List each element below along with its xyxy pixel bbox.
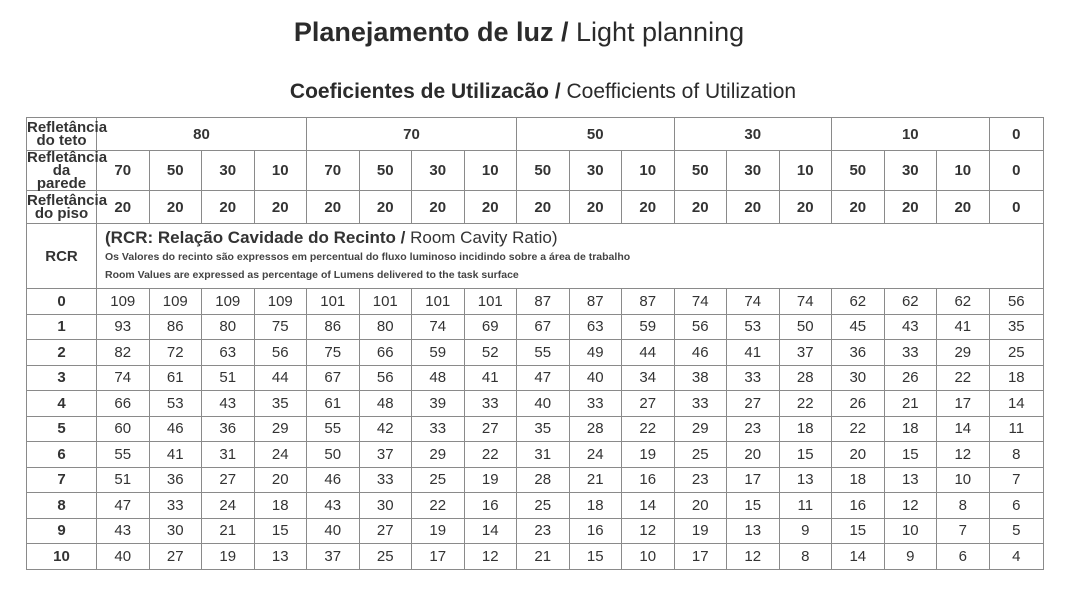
table-cell: 27 [149,544,202,570]
rcr-value: 1 [27,314,97,340]
wall-reflectance-value: 10 [254,151,307,191]
table-cell: 35 [254,391,307,417]
table-cell: 15 [254,518,307,544]
table-cell: 13 [727,518,780,544]
table-cell: 27 [727,391,780,417]
table-cell: 48 [359,391,412,417]
wall-reflectance-value: 30 [202,151,255,191]
wall-reflectance-label: Refletância da parede [27,149,108,192]
table-cell: 25 [412,467,465,493]
table-cell: 63 [569,314,622,340]
table-cell: 13 [254,544,307,570]
table-cell: 12 [884,493,937,519]
table-cell: 29 [412,442,465,468]
table-cell: 50 [779,314,832,340]
table-cell: 93 [97,314,150,340]
floor-reflectance-label: Refletância do piso [27,192,108,222]
table-cell: 33 [412,416,465,442]
table-cell: 61 [149,365,202,391]
table-cell: 8 [989,442,1044,468]
table-cell: 38 [674,365,727,391]
ceiling-reflectance-value: 10 [832,118,990,151]
table-cell: 62 [937,289,990,315]
table-cell: 17 [674,544,727,570]
table-cell: 101 [412,289,465,315]
table-cell: 28 [517,467,570,493]
floor-reflectance-value: 20 [727,191,780,224]
table-cell: 86 [307,314,360,340]
floor-reflectance-value: 20 [149,191,202,224]
table-cell: 6 [937,544,990,570]
table-cell: 72 [149,340,202,366]
table-cell: 43 [307,493,360,519]
table-cell: 41 [149,442,202,468]
table-cell: 67 [307,365,360,391]
wall-reflectance-value: 50 [149,151,202,191]
rcr-value: 4 [27,391,97,417]
table-cell: 109 [254,289,307,315]
wall-reflectance-value: 10 [622,151,675,191]
table-cell: 56 [254,340,307,366]
table-cell: 9 [779,518,832,544]
table-cell: 19 [622,442,675,468]
table-cell: 66 [97,391,150,417]
table-cell: 30 [359,493,412,519]
table-cell: 69 [464,314,517,340]
table-cell: 33 [674,391,727,417]
wall-reflectance-value: 50 [832,151,885,191]
table-cell: 44 [254,365,307,391]
table-cell: 80 [359,314,412,340]
table-cell: 101 [359,289,412,315]
table-cell: 33 [464,391,517,417]
table-row [27,493,1044,519]
table-row [27,365,1044,391]
table-cell: 21 [517,544,570,570]
table-cell: 101 [464,289,517,315]
table-cell: 25 [517,493,570,519]
table-cell: 46 [674,340,727,366]
wall-reflectance-value: 50 [674,151,727,191]
table-cell: 24 [202,493,255,519]
wall-reflectance-value: 10 [464,151,517,191]
floor-reflectance-value: 0 [989,191,1044,224]
table-cell: 41 [464,365,517,391]
table-cell: 39 [412,391,465,417]
table-cell: 36 [202,416,255,442]
table-cell: 7 [937,518,990,544]
table-cell: 15 [569,544,622,570]
table-cell: 10 [937,467,990,493]
table-cell: 52 [464,340,517,366]
table-row [27,518,1044,544]
rcr-note-title [105,228,1043,248]
table-cell: 18 [989,365,1044,391]
table-cell: 18 [569,493,622,519]
table-cell: 55 [307,416,360,442]
table-cell: 15 [779,442,832,468]
table-cell: 36 [832,340,885,366]
table-cell: 62 [884,289,937,315]
table-cell: 41 [727,340,780,366]
table-cell: 33 [884,340,937,366]
table-cell: 16 [464,493,517,519]
table-cell: 60 [97,416,150,442]
table-cell: 30 [832,365,885,391]
floor-reflectance-value: 20 [412,191,465,224]
table-cell: 33 [359,467,412,493]
table-cell: 17 [937,391,990,417]
floor-reflectance-value: 20 [464,191,517,224]
table-cell: 74 [727,289,780,315]
table-row [27,391,1044,417]
table-cell: 29 [937,340,990,366]
table-cell: 19 [674,518,727,544]
table-cell: 40 [569,365,622,391]
table-cell: 66 [359,340,412,366]
wall-reflectance-value: 10 [779,151,832,191]
rcr-value: 0 [27,289,97,315]
table-cell: 29 [254,416,307,442]
table-cell: 56 [989,289,1044,315]
table-cell: 33 [727,365,780,391]
table-cell: 11 [779,493,832,519]
table-cell: 10 [884,518,937,544]
table-cell: 28 [779,365,832,391]
rcr-value: 7 [27,467,97,493]
floor-reflectance-value: 20 [307,191,360,224]
page-title [0,17,1038,48]
table-cell: 109 [97,289,150,315]
floor-reflectance-value: 20 [97,191,150,224]
table-cell: 14 [622,493,675,519]
wall-reflectance-value: 30 [727,151,780,191]
table-cell: 75 [307,340,360,366]
ceiling-reflectance-row [27,118,1044,151]
table-cell: 74 [97,365,150,391]
table-cell: 49 [569,340,622,366]
table-row [27,467,1044,493]
table-cell: 27 [622,391,675,417]
table-cell: 25 [674,442,727,468]
table-cell: 20 [727,442,780,468]
rcr-note-title-bold: (RCR: Relação Cavidade do Recinto / [105,228,406,247]
rcr-value: 3 [27,365,97,391]
floor-reflectance-value: 20 [884,191,937,224]
table-cell: 44 [622,340,675,366]
table-cell: 35 [989,314,1044,340]
table-cell: 48 [412,365,465,391]
table-cell: 18 [832,467,885,493]
table-cell: 12 [622,518,675,544]
table-cell: 87 [517,289,570,315]
rcr-label: RCR [27,224,97,289]
table-row [27,416,1044,442]
table-cell: 20 [254,467,307,493]
table-cell: 6 [989,493,1044,519]
table-cell: 47 [97,493,150,519]
table-cell: 22 [779,391,832,417]
table-cell: 46 [307,467,360,493]
table-cell: 62 [832,289,885,315]
ceiling-reflectance-value: 80 [97,118,307,151]
table-cell: 23 [517,518,570,544]
rcr-value: 8 [27,493,97,519]
table-cell: 33 [149,493,202,519]
table-row [27,340,1044,366]
table-cell: 22 [412,493,465,519]
table-cell: 36 [149,467,202,493]
table-cell: 18 [779,416,832,442]
table-cell: 87 [569,289,622,315]
table-cell: 9 [884,544,937,570]
table-cell: 8 [937,493,990,519]
rcr-note-title-regular: Room Cavity Ratio) [405,228,558,247]
table-cell: 23 [674,467,727,493]
wall-reflectance-row [27,151,1044,191]
table-cell: 30 [149,518,202,544]
floor-reflectance-value: 20 [254,191,307,224]
table-cell: 56 [674,314,727,340]
table-cell: 17 [412,544,465,570]
table-cell: 10 [622,544,675,570]
ceiling-reflectance-value: 50 [517,118,675,151]
rcr-note [97,224,1044,289]
table-cell: 33 [569,391,622,417]
table-cell: 34 [622,365,675,391]
table-cell: 42 [359,416,412,442]
table-cell: 74 [412,314,465,340]
table-title [0,80,1068,104]
table-cell: 63 [202,340,255,366]
table-cell: 21 [569,467,622,493]
table-cell: 16 [832,493,885,519]
table-cell: 25 [989,340,1044,366]
wall-reflectance-value: 30 [884,151,937,191]
table-cell: 43 [884,314,937,340]
table-cell: 27 [464,416,517,442]
table-cell: 26 [832,391,885,417]
table-cell: 13 [884,467,937,493]
rcr-value: 10 [27,544,97,570]
table-cell: 12 [464,544,517,570]
page-title-bold: Planejamento de luz / [293,17,569,47]
table-row [27,314,1044,340]
floor-reflectance-value: 20 [359,191,412,224]
page-title-regular: Light planning [568,17,745,47]
table-cell: 7 [989,467,1044,493]
table-cell: 14 [832,544,885,570]
table-cell: 20 [674,493,727,519]
table-cell: 74 [779,289,832,315]
table-cell: 43 [97,518,150,544]
floor-reflectance-value: 20 [517,191,570,224]
table-cell: 51 [97,467,150,493]
table-title-regular: Coefficients of Utilization [560,80,797,103]
table-title-bold: Coeficientes de Utilizacão / [289,80,561,103]
table-cell: 40 [517,391,570,417]
table-cell: 13 [779,467,832,493]
table-cell: 22 [937,365,990,391]
rcr-value: 2 [27,340,97,366]
table-cell: 82 [97,340,150,366]
table-cell: 14 [989,391,1044,417]
table-cell: 15 [884,442,937,468]
table-cell: 28 [569,416,622,442]
table-cell: 41 [937,314,990,340]
table-cell: 109 [202,289,255,315]
table-cell: 24 [254,442,307,468]
table-cell: 37 [359,442,412,468]
wall-reflectance-value: 70 [307,151,360,191]
table-cell: 19 [464,467,517,493]
table-cell: 31 [202,442,255,468]
table-cell: 12 [727,544,780,570]
table-cell: 55 [97,442,150,468]
table-cell: 22 [832,416,885,442]
table-cell: 18 [254,493,307,519]
table-cell: 14 [464,518,517,544]
table-cell: 16 [569,518,622,544]
table-cell: 43 [202,391,255,417]
table-cell: 25 [359,544,412,570]
ceiling-reflectance-value: 70 [307,118,517,151]
table-cell: 67 [517,314,570,340]
ceiling-reflectance-value: 0 [989,118,1044,151]
table-cell: 47 [517,365,570,391]
table-cell: 37 [779,340,832,366]
table-cell: 4 [989,544,1044,570]
table-cell: 37 [307,544,360,570]
table-row [27,289,1044,315]
wall-reflectance-value: 0 [989,151,1044,191]
table-cell: 12 [937,442,990,468]
table-cell: 101 [307,289,360,315]
floor-reflectance-value: 20 [569,191,622,224]
table-row [27,442,1044,468]
floor-reflectance-value: 20 [202,191,255,224]
floor-reflectance-value: 20 [622,191,675,224]
rcr-note-portuguese: Os Valores do recinto são expressos em percentual do fluxo luminoso incidindo sobre a área de trabalho [105,251,631,263]
table-cell: 26 [884,365,937,391]
table-cell: 5 [989,518,1044,544]
table-cell: 16 [622,467,675,493]
table-cell: 27 [359,518,412,544]
table-cell: 53 [727,314,780,340]
table-cell: 24 [569,442,622,468]
table-cell: 61 [307,391,360,417]
floor-reflectance-row [27,191,1044,224]
table-cell: 18 [884,416,937,442]
floor-reflectance-value: 20 [674,191,727,224]
table-cell: 15 [832,518,885,544]
table-cell: 21 [202,518,255,544]
ceiling-reflectance-label: Refletância do teto [27,119,108,149]
table-row [27,544,1044,570]
table-cell: 50 [307,442,360,468]
table-cell: 55 [517,340,570,366]
floor-reflectance-value: 20 [779,191,832,224]
table-cell: 109 [149,289,202,315]
table-cell: 22 [464,442,517,468]
table-cell: 51 [202,365,255,391]
table-cell: 20 [832,442,885,468]
table-cell: 19 [202,544,255,570]
table-cell: 15 [727,493,780,519]
table-cell: 86 [149,314,202,340]
wall-reflectance-value: 70 [97,151,150,191]
table-cell: 59 [622,314,675,340]
wall-reflectance-value: 30 [569,151,622,191]
rcr-value: 9 [27,518,97,544]
table-cell: 11 [989,416,1044,442]
table-cell: 87 [622,289,675,315]
ceiling-reflectance-value: 30 [674,118,832,151]
table-cell: 46 [149,416,202,442]
table-cell: 35 [517,416,570,442]
floor-reflectance-value: 20 [832,191,885,224]
table-cell: 21 [884,391,937,417]
table-cell: 40 [307,518,360,544]
table-cell: 31 [517,442,570,468]
wall-reflectance-value: 50 [359,151,412,191]
table-cell: 80 [202,314,255,340]
table-cell: 8 [779,544,832,570]
floor-reflectance-value: 20 [937,191,990,224]
table-cell: 40 [97,544,150,570]
wall-reflectance-value: 50 [517,151,570,191]
rcr-note-english: Room Values are expressed as percentage of Lumens delivered to the task surface [105,269,519,281]
table-cell: 23 [727,416,780,442]
table-cell: 75 [254,314,307,340]
rcr-value: 6 [27,442,97,468]
table-cell: 74 [674,289,727,315]
rcr-value: 5 [27,416,97,442]
table-cell: 53 [149,391,202,417]
table-cell: 29 [674,416,727,442]
table-cell: 59 [412,340,465,366]
table-cell: 14 [937,416,990,442]
wall-reflectance-value: 10 [937,151,990,191]
table-cell: 27 [202,467,255,493]
table-cell: 22 [622,416,675,442]
table-cell: 45 [832,314,885,340]
table-cell: 19 [412,518,465,544]
coefficients-table [26,117,1044,570]
wall-reflectance-value: 30 [412,151,465,191]
table-cell: 56 [359,365,412,391]
rcr-header-row [27,224,1044,289]
table-cell: 17 [727,467,780,493]
